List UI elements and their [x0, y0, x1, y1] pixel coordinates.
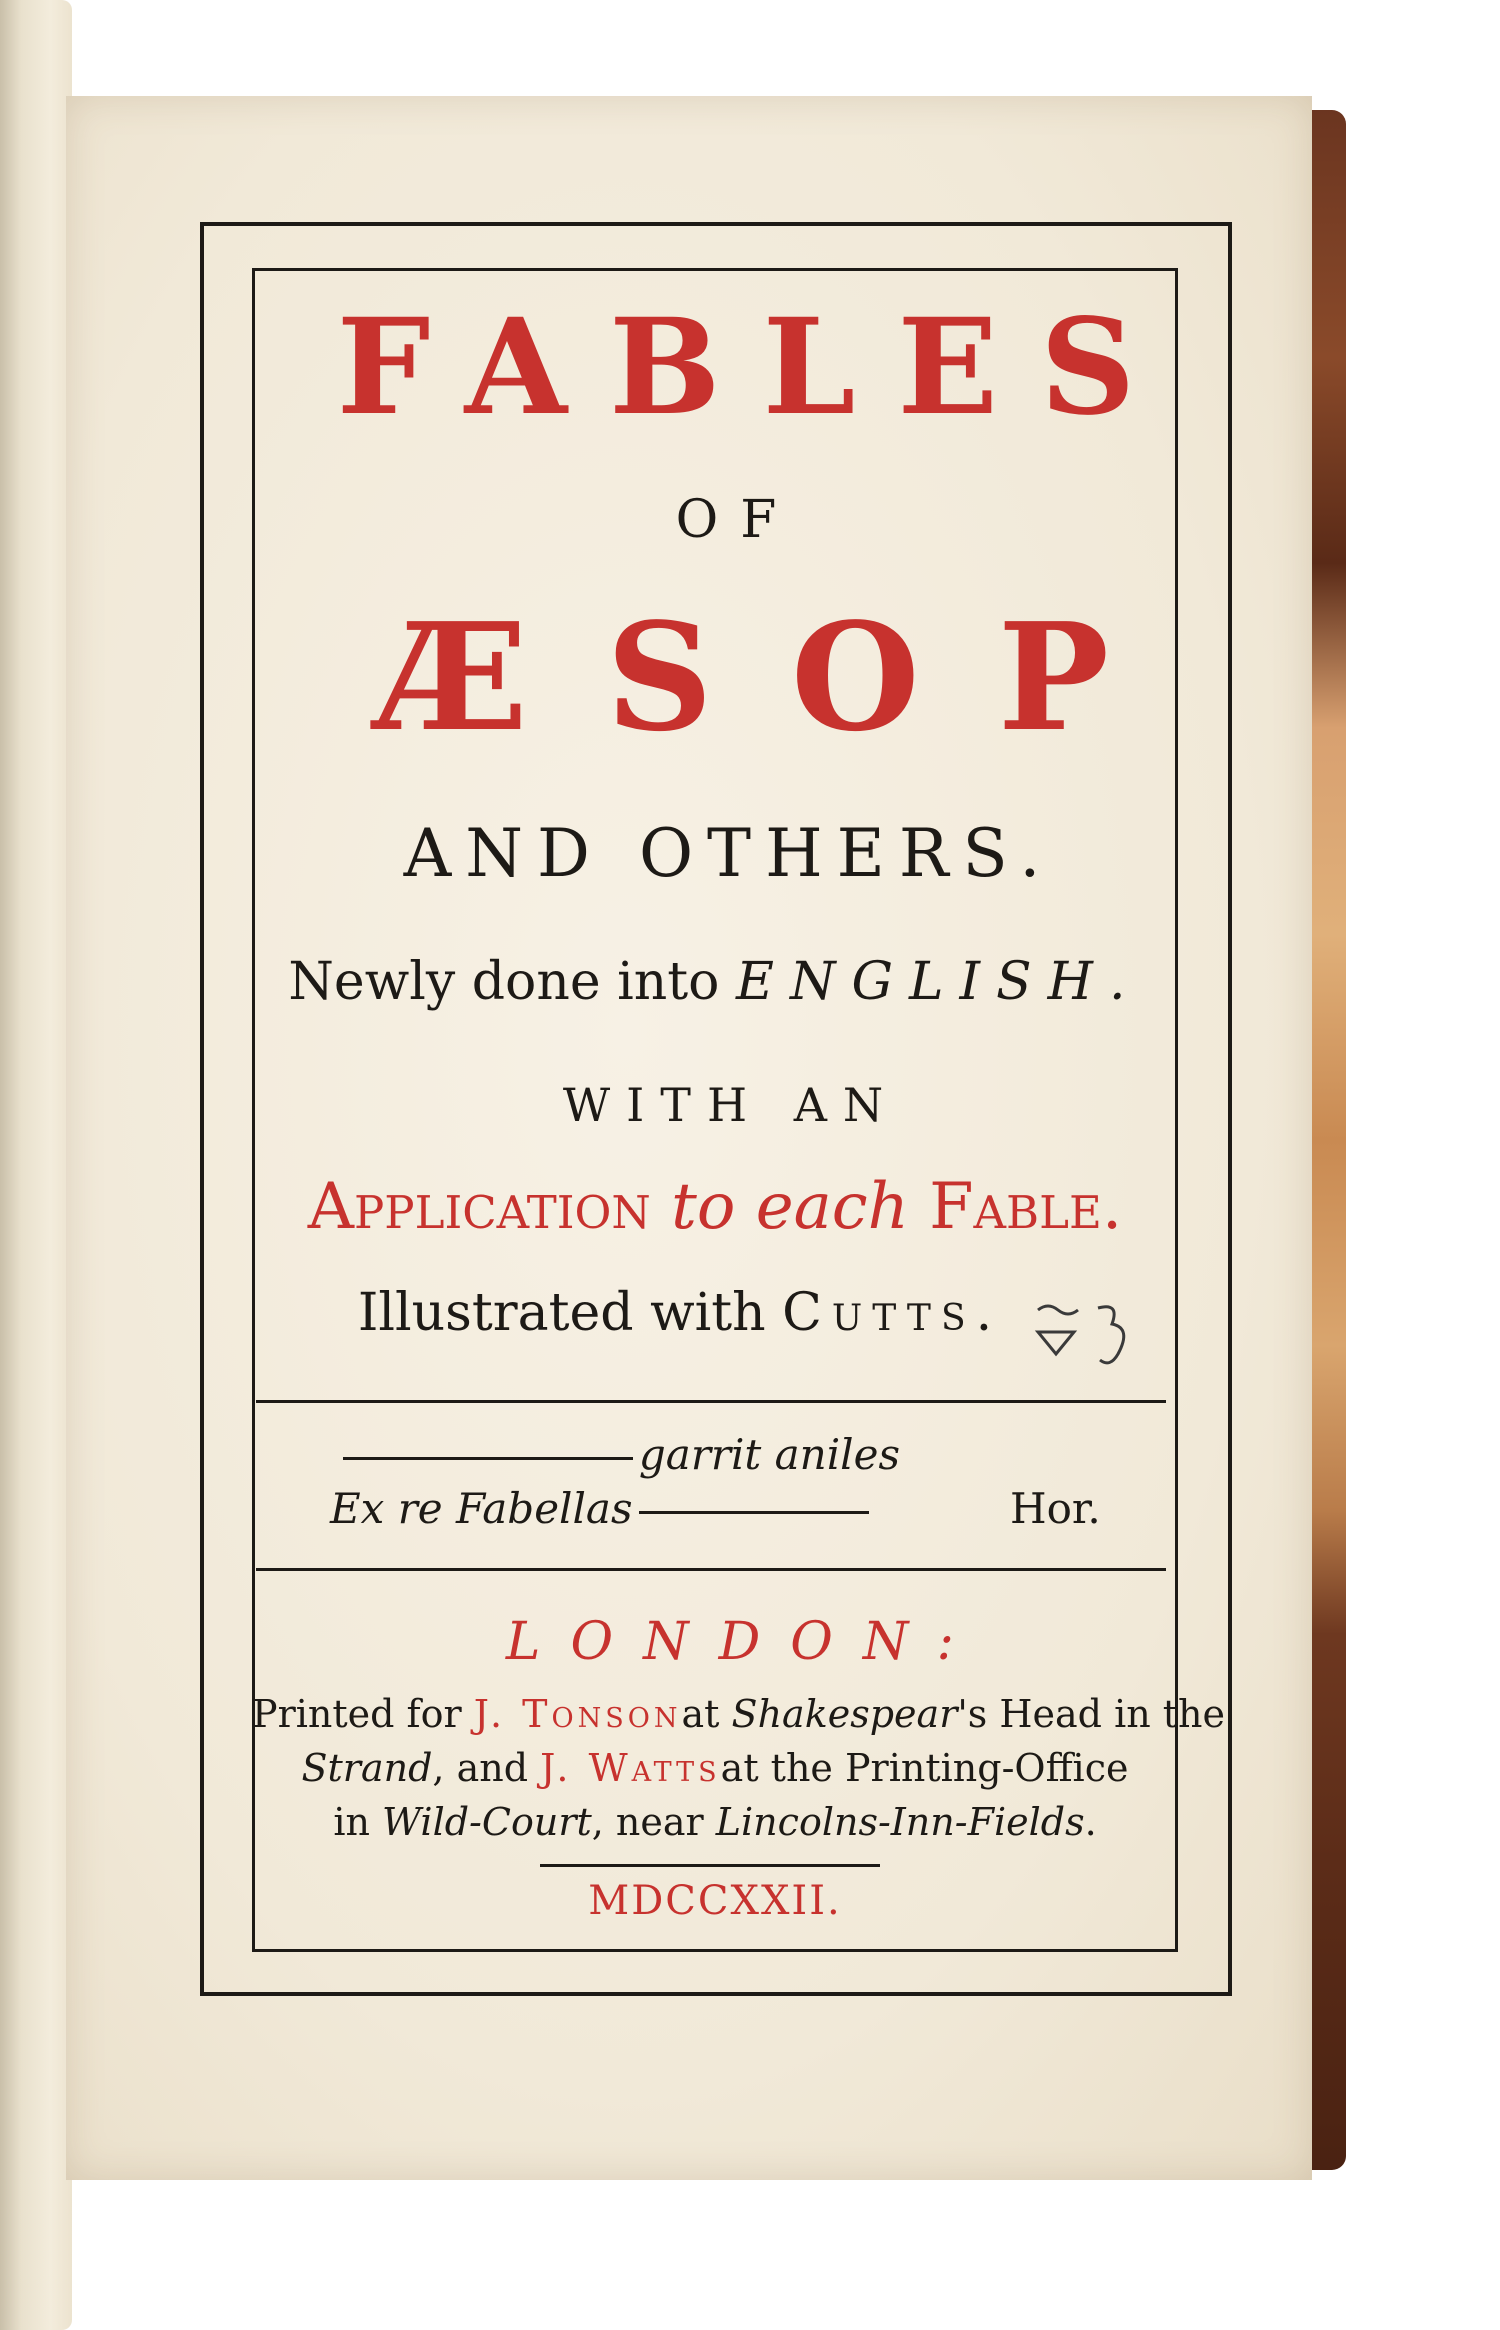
handwritten-mark-icon	[1032, 1300, 1142, 1380]
imprint-text-e: 's Head in the	[957, 1692, 1226, 1736]
imprint-text-i: , near	[591, 1800, 716, 1844]
cutts-word: Cutts.	[782, 1283, 1003, 1343]
title-aesop: ÆSOP	[374, 590, 1188, 764]
title-fables: FABLES	[336, 290, 1178, 445]
imprint-line1	[252, 1692, 1226, 1736]
imprint-line2	[252, 1746, 1178, 1790]
imprint-text-h: in	[333, 1800, 383, 1844]
epigraph-dash	[343, 1457, 633, 1460]
epigraph-line2	[330, 1484, 930, 1533]
subtitle-text: Newly done into	[288, 952, 736, 1012]
date-rule	[540, 1864, 880, 1867]
imprint-watts: J. Watts	[540, 1746, 721, 1790]
to-each-word: to each	[650, 1170, 930, 1244]
divider-top	[256, 1400, 1166, 1403]
imprint-lincolns: Lincolns-Inn-Fields	[715, 1800, 1085, 1844]
epigraph-text2: Ex re Fabellas	[330, 1484, 633, 1533]
imprint-line3	[252, 1800, 1178, 1844]
imprint-tonson: J. Tonson	[473, 1692, 682, 1736]
imprint-text-j: .	[1084, 1800, 1097, 1844]
with-an: WITH AN	[562, 1078, 900, 1132]
imprint-text-a: Printed for	[252, 1692, 474, 1736]
divider-bottom	[256, 1568, 1166, 1571]
epigraph-text1: garrit aniles	[638, 1430, 900, 1479]
imprint-text-g: at the Printing-Office	[720, 1746, 1129, 1790]
epigraph-line1	[340, 1430, 900, 1479]
illustrated-line	[300, 1283, 1060, 1343]
epigraph-dash2	[639, 1511, 869, 1514]
imprint-wild-court: Wild-Court	[382, 1800, 592, 1844]
application-word: Application	[307, 1170, 651, 1244]
illustrated-text: Illustrated with	[357, 1283, 783, 1343]
facing-page-edge	[0, 0, 72, 2330]
subtitle-newly-done	[252, 952, 1178, 1012]
fable-word: Fable.	[929, 1170, 1123, 1244]
title-and-others: AND OTHERS.	[403, 815, 1055, 892]
application-line	[252, 1170, 1178, 1244]
imprint-text-f: , and	[432, 1746, 541, 1790]
imprint-date: MDCCXXII.	[588, 1878, 842, 1924]
subtitle-english: ENGLISH.	[735, 952, 1142, 1012]
imprint-text-c: at	[681, 1692, 732, 1736]
epigraph-source: Hor.	[1010, 1484, 1101, 1533]
title-of: OF	[675, 490, 799, 550]
imprint-strand: Strand	[301, 1746, 433, 1790]
imprint-shakespear: Shakespear	[731, 1692, 958, 1736]
imprint-place: LONDON:	[505, 1612, 985, 1672]
